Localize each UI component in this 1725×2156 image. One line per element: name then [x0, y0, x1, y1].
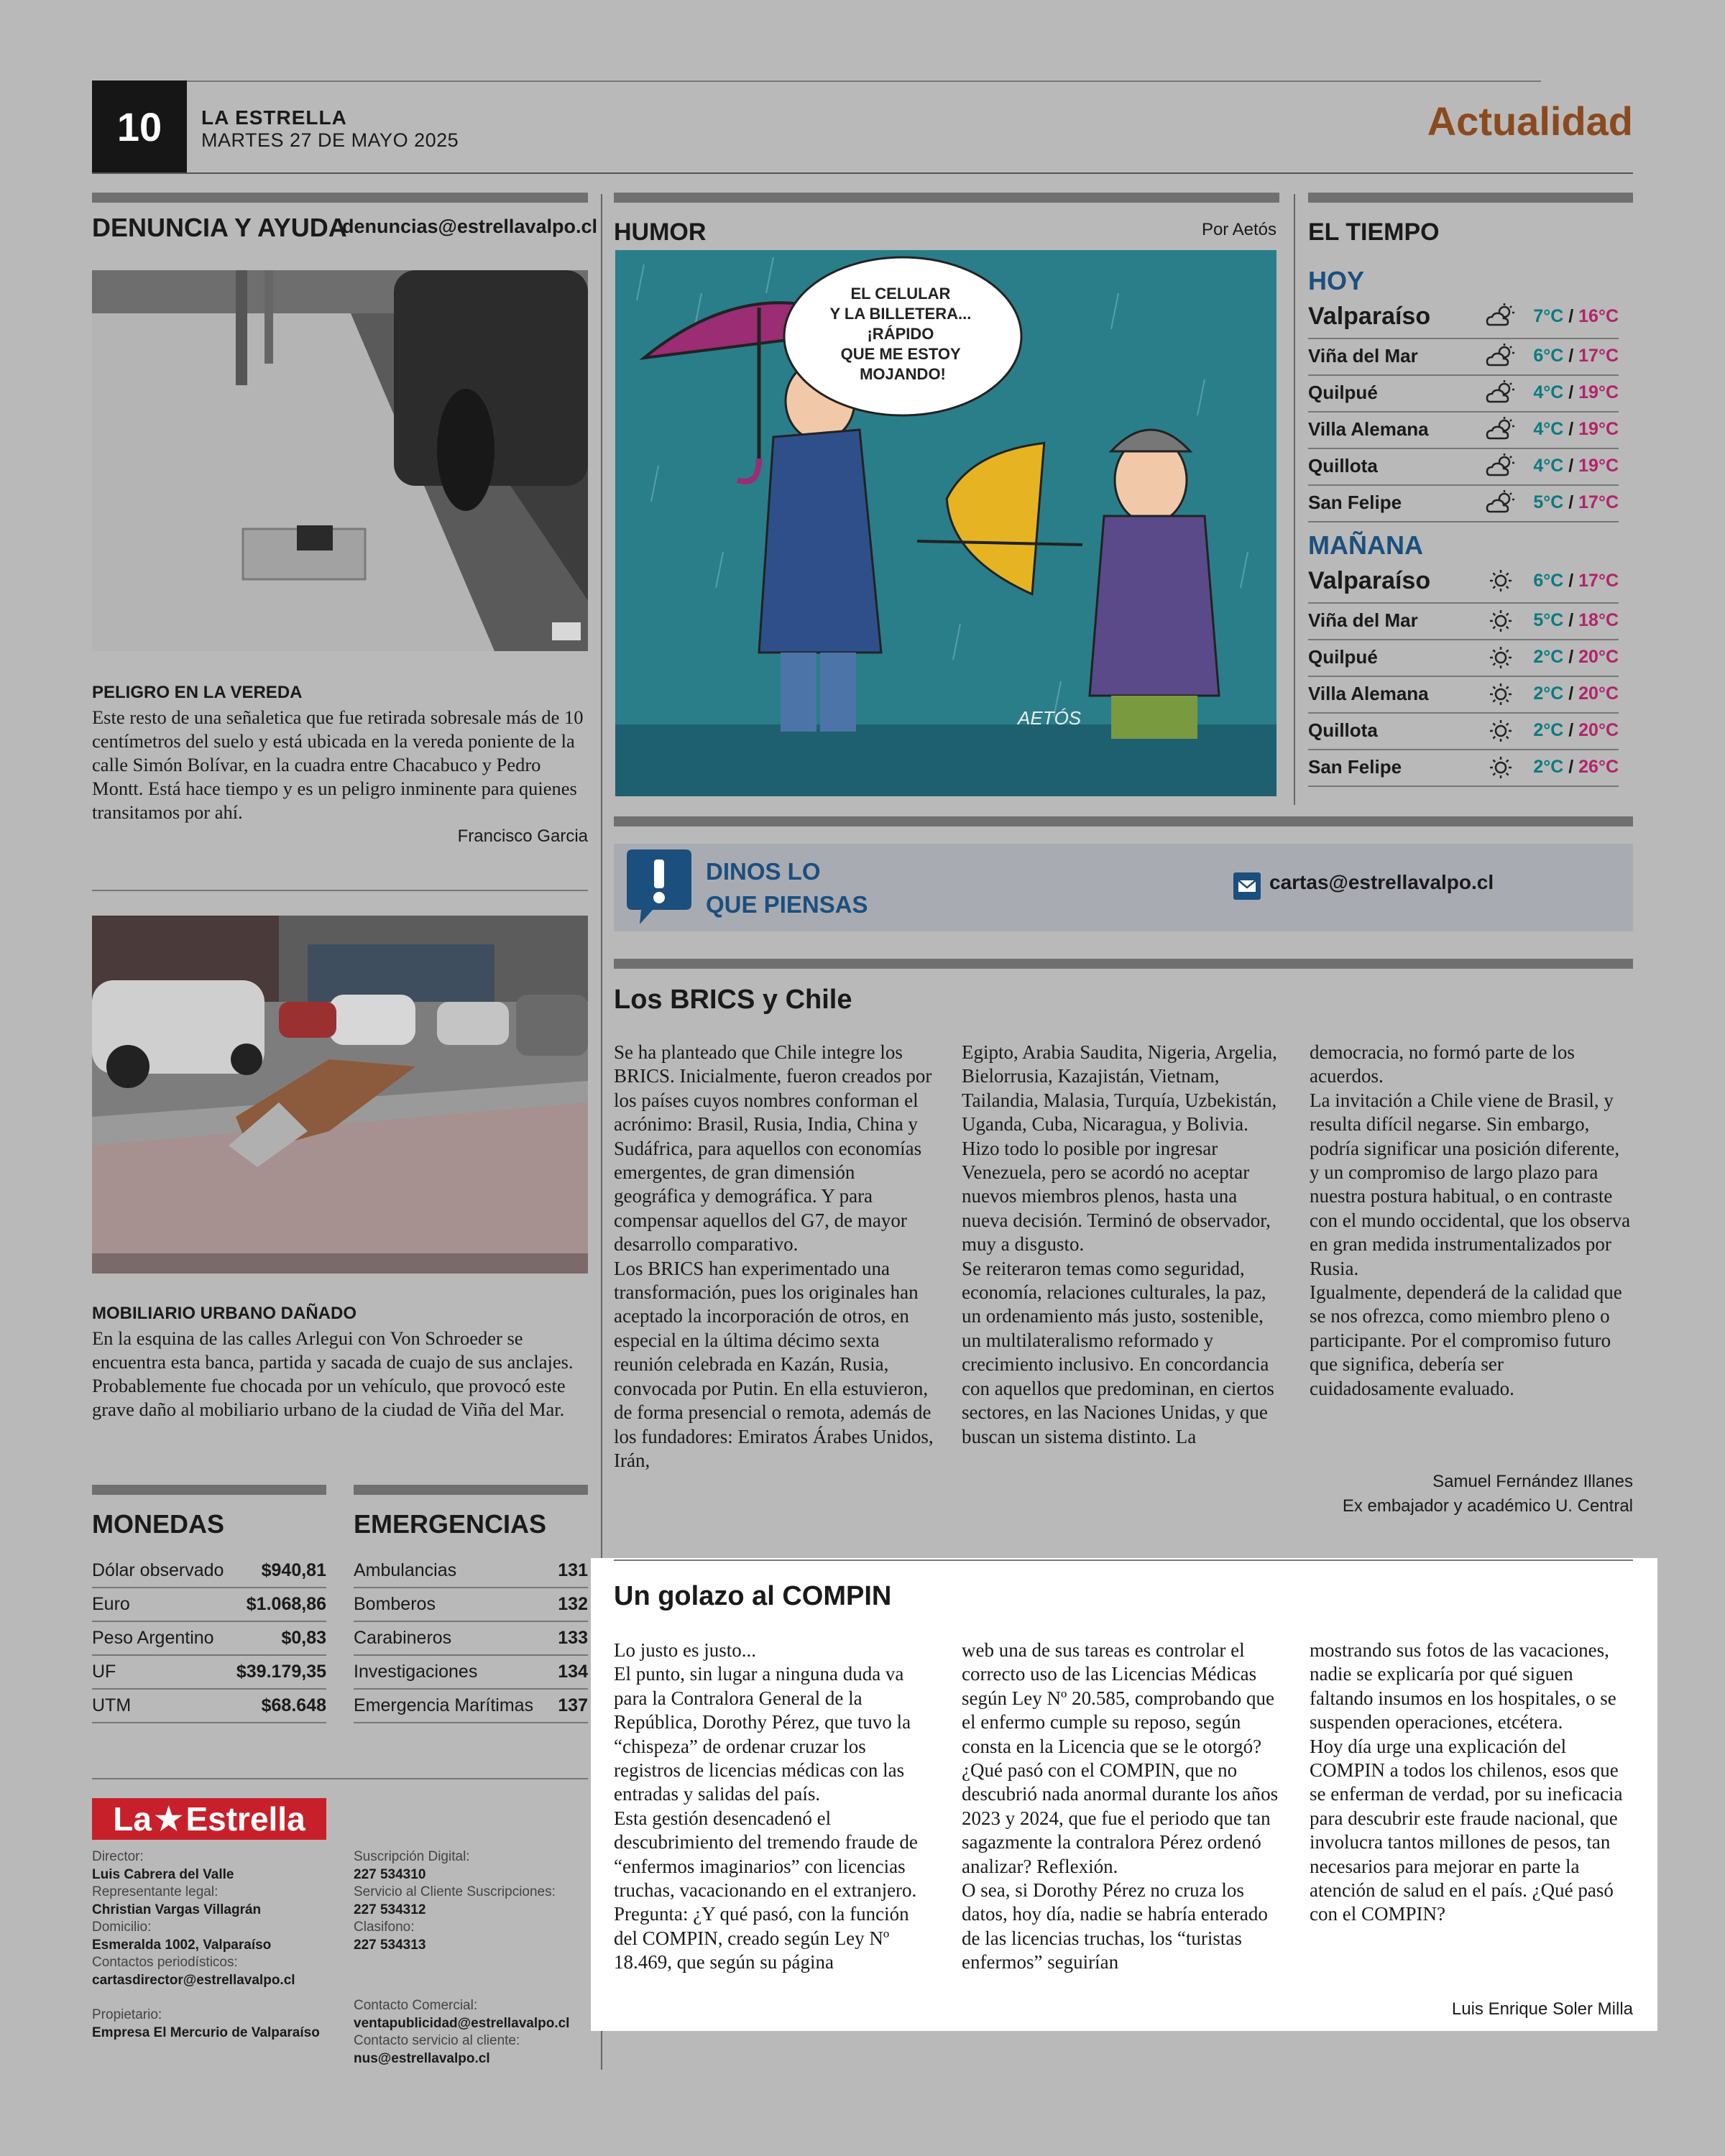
weather-temp: 2°C / 20°C	[1533, 720, 1619, 740]
staff-label: Contacto Comercial:	[354, 1998, 478, 2013]
paragraph: Pregunta: ¿Y qué pasó, con la función del COMPIN, creado según Ley Nº 18.469, que según su página	[614, 1903, 909, 1973]
weather-temp: 4°C / 19°C	[1533, 382, 1619, 402]
speech-line: ¡RÁPIDO	[867, 325, 934, 343]
divider	[92, 890, 588, 891]
sun-icon	[1481, 682, 1521, 706]
caption-heading: MOBILIARIO URBANO DAÑADO	[92, 1304, 356, 1323]
dinos-title	[706, 855, 868, 921]
monedas-title: MONEDAS	[92, 1509, 225, 1539]
weather-row	[1308, 411, 1619, 449]
speech-line: Y LA BILLETERA...	[829, 305, 972, 323]
paragraph: Los BRICS han experimentado una transformación, pues los originales han aceptado la incorporación de otros, en especial en la última décimo sexta reunión celebrada en Kazán, Rusia, convocada por Putin. En ella estuvieron, de forma presencial o remota, además de los fundadores: Emiratos Árabes Unidos, Irán,	[614, 1257, 934, 1471]
paragraph: Lo justo es justo...	[614, 1639, 757, 1661]
weather-max: 19°C	[1578, 456, 1619, 476]
paragraph: democracia, no formó parte de los acuerdos.	[1310, 1041, 1575, 1087]
weather-row	[1308, 448, 1619, 486]
weather-min: 7°C	[1533, 305, 1564, 326]
table-row	[92, 1554, 326, 1588]
logo-text-left: La	[113, 1800, 152, 1838]
paragraph: El punto, sin lugar a ninguna duda va para la Contralora General de la República, Dorothy Pérez, que tuvo la “chispeza” de ordenar cruzar los registros de licencias médicas con las entradas y salidas del país.	[614, 1663, 911, 1805]
weather-max: 20°C	[1578, 683, 1619, 704]
weather-min: 4°C	[1533, 382, 1564, 402]
brics-column-3	[1310, 1041, 1633, 1401]
row-value: 131	[558, 1560, 588, 1580]
dinos-email[interactable]: cartas@estrellavalpo.cl	[1269, 871, 1494, 893]
sidewalk-photo	[92, 270, 588, 651]
weather-max: 20°C	[1578, 720, 1619, 740]
weather-city: Viña del Mar	[1308, 609, 1418, 631]
weather-temp: 2°C / 20°C	[1533, 683, 1619, 704]
paper-date: MARTES 27 DE MAYO 2025	[201, 129, 459, 151]
partly-cloudy-icon	[1481, 417, 1521, 443]
compin-author: Luis Enrique Soler Milla	[1451, 1999, 1633, 2019]
staff-right	[354, 1848, 598, 2068]
weather-row	[1308, 374, 1619, 413]
weather-max: 17°C	[1578, 346, 1619, 366]
staff-label: Clasifono:	[354, 1920, 415, 1935]
row-value: 134	[558, 1661, 588, 1682]
row-label: Carabineros	[354, 1627, 452, 1648]
partly-cloudy-icon	[1481, 344, 1521, 369]
weather-max: 16°C	[1578, 305, 1619, 326]
weather-min: 4°C	[1533, 456, 1564, 476]
section-bar	[92, 193, 588, 203]
cartoon-image	[615, 250, 1276, 796]
weather-title: EL TIEMPO	[1308, 218, 1440, 246]
weather-temp: 5°C / 17°C	[1533, 492, 1619, 512]
weather-min: 5°C	[1533, 610, 1564, 630]
row-label: Euro	[92, 1593, 130, 1614]
table-row	[354, 1655, 588, 1690]
row-label: Peso Argentino	[92, 1627, 214, 1648]
section-bar	[1308, 193, 1633, 203]
alert-icon	[627, 849, 691, 926]
staff-label: Domicilio:	[92, 1920, 152, 1935]
weather-temp: 5°C / 18°C	[1533, 610, 1619, 630]
speech-line: EL CELULAR	[850, 285, 951, 303]
weather-max: 20°C	[1578, 647, 1619, 667]
weather-temp: 4°C / 19°C	[1533, 419, 1619, 439]
bench-photo	[92, 916, 588, 1273]
row-value: $0,83	[281, 1627, 326, 1648]
divider	[614, 1560, 1633, 1561]
weather-min: 2°C	[1533, 683, 1564, 704]
denuncia-title: DENUNCIA Y AYUDA	[92, 213, 347, 242]
weather-temp: 4°C / 19°C	[1533, 456, 1619, 476]
row-value: 132	[558, 1593, 588, 1614]
section-bar	[354, 1485, 588, 1495]
weather-city: Villa Alemana	[1308, 418, 1429, 440]
section-name: Actualidad	[1427, 98, 1633, 144]
section-bar	[614, 816, 1633, 826]
staff-value: 227 534313	[354, 1937, 426, 1953]
compin-column-2	[962, 1639, 1284, 1975]
compin-title: Un golazo al COMPIN	[614, 1581, 892, 1611]
page-number: 10	[92, 80, 187, 172]
weather-max: 18°C	[1578, 610, 1619, 630]
weather-max: 17°C	[1578, 570, 1619, 591]
staff-value[interactable]: ventapublicidad@estrellavalpo.cl	[354, 2015, 570, 2031]
divider	[92, 1778, 588, 1779]
row-value: $68.648	[261, 1695, 326, 1715]
row-value: $1.068,86	[246, 1593, 326, 1614]
staff-label: Representante legal:	[92, 1884, 218, 1899]
speech-line: QUE ME ESTOY	[840, 345, 961, 363]
weather-row	[1308, 484, 1619, 522]
weather-min: 6°C	[1533, 570, 1564, 591]
staff-value: Esmeralda 1002, Valparaíso	[92, 1937, 272, 1953]
partly-cloudy-icon	[1481, 490, 1521, 516]
weather-city: Villa Alemana	[1308, 683, 1429, 704]
compin-column-1	[614, 1639, 936, 1975]
row-label: Bomberos	[354, 1593, 436, 1614]
dinos-line-1: DINOS LO	[706, 858, 821, 885]
paragraph: Egipto, Arabia Saudita, Nigeria, Argelia, Bielorrusia, Kazajistán, Vietnam, Tailandia, Malasia, Turquía, Uzbekistán, Uganda, Cuba, Nicaragua, y Bolivia. Hizo todo lo posible por ingresar Venezuela, pero se acordó no aceptar nuevos miembros plenos, hasta una nueva decisión. Terminó de observador, muy a disgusto.	[962, 1041, 1277, 1256]
speech-line: MOJANDO!	[860, 365, 946, 383]
weather-tomorrow-label: MAÑANA	[1308, 530, 1423, 560]
partly-cloudy-icon	[1481, 453, 1521, 479]
table-row	[354, 1588, 588, 1622]
caption-body: En la esquina de las calles Arlegui con Von Schroeder se encuentra esta banca, partida y sacada de cuajo de sus anclajes. Probablemente fue chocada por un vehículo, que provocó este grave daño al mobiliario urbano de la ciudad de Viña del Mar.	[92, 1327, 574, 1420]
table-row	[92, 1689, 326, 1723]
staff-label: Contacto servicio al cliente:	[354, 2033, 520, 2048]
staff-value: Empresa El Mercurio de Valparaíso	[92, 2024, 320, 2040]
weather-today-label: HOY	[1308, 266, 1365, 295]
partly-cloudy-icon	[1481, 303, 1521, 329]
weather-city: Valparaíso	[1308, 302, 1431, 330]
table-row	[92, 1655, 326, 1690]
brics-author-role: Ex embajador y académico U. Central	[1342, 1496, 1633, 1516]
staff-label: Suscripción Digital:	[354, 1849, 470, 1864]
caption-body: Este resto de una señaletica que fue retirada sobresale más de 10 centímetros del suelo y está ubicada en la vereda poniente de la calle Simón Bolívar, en la cuadra entre Chacabuco y Pedro Montt. Está hace tiempo y es un peligro inminente para quienes transitamos por ahí.	[92, 706, 584, 823]
weather-temp: 6°C / 17°C	[1533, 346, 1619, 366]
paragraph: Se ha planteado que Chile integre los BRICS. Inicialmente, fueron creados por los países cuyos nombres conforman el acrónimo: Brasil, Rusia, India, China y Sudáfrica, para aquellos con economías emergentes, de gran dimensión geográfica y demográfica. Y para compensar aquellos del G7, de mayor desarrollo comparativo.	[614, 1041, 932, 1256]
weather-min: 6°C	[1533, 346, 1564, 366]
weather-row	[1308, 749, 1619, 787]
caption-credit: Francisco Garcia	[457, 826, 588, 846]
la-estrella-logo	[92, 1798, 326, 1840]
table-row	[354, 1621, 588, 1656]
weather-city: Valparaíso	[1308, 566, 1431, 594]
caption-heading: PELIGRO EN LA VEREDA	[92, 683, 303, 702]
row-value: $940,81	[261, 1560, 326, 1580]
denuncia-email[interactable]: denuncias@estrellavalpo.cl	[342, 216, 597, 237]
table-row	[92, 1588, 326, 1622]
paper-name: LA ESTRELLA	[201, 106, 347, 129]
staff-value[interactable]: cartasdirector@estrellavalpo.cl	[92, 1972, 295, 1988]
table-row	[92, 1621, 326, 1656]
table-row	[354, 1554, 588, 1588]
staff-label: Servicio al Cliente Suscripciones:	[354, 1884, 556, 1899]
cartoon-signature: AETÓS	[1018, 707, 1082, 729]
row-value: 133	[558, 1627, 588, 1648]
row-label: Investigaciones	[354, 1661, 478, 1682]
staff-value[interactable]: nus@estrellavalpo.cl	[354, 2050, 490, 2066]
humor-cartoon	[615, 250, 1276, 796]
paragraph: Igualmente, dependerá de la calidad que se nos ofrezca, como miembro pleno o participante. Por el compromiso futuro que significa, debería ser cuidadosamente evaluado.	[1310, 1281, 1622, 1399]
paragraph: mostrando sus fotos de las vacaciones, nadie se explicaría por qué siguen faltando insumos en los hospitales, o se suspenden operaciones, etcétera.	[1310, 1639, 1616, 1733]
sidewalk-image	[92, 270, 588, 651]
column-divider	[1294, 194, 1295, 805]
row-label: Dólar observado	[92, 1560, 224, 1580]
paragraph: ¿Qué pasó con el COMPIN, que no descubrió nada anormal durante los años 2023 y 2024, que fue el periodo que tan sagazmente la contralora Pérez ordenó analizar? Reflexión.	[962, 1759, 1279, 1877]
brics-column-1	[614, 1041, 936, 1473]
sun-icon	[1481, 568, 1521, 593]
staff-value: 227 534310	[354, 1866, 426, 1882]
logo-text-right: Estrella	[185, 1800, 305, 1838]
weather-row	[1308, 338, 1619, 376]
section-bar	[614, 959, 1633, 969]
header-rule	[92, 172, 1633, 174]
section-bar	[614, 193, 1279, 203]
paragraph: web una de sus tareas es controlar el correcto uso de las Licencias Médicas según Ley Nº 20.585, comprobando que el enfermo cumple su reposo, según consta en la Licencia que se le otorgó?	[962, 1639, 1275, 1757]
humor-title: HUMOR	[614, 218, 707, 246]
brics-title: Los BRICS y Chile	[614, 985, 852, 1015]
staff-label: Propietario:	[92, 2007, 162, 2022]
paragraph: Se reiteraron temas como seguridad, economía, relaciones culturales, la paz, un ordenamiento más justo, sostenible, un multilateralismo reformado y crecimiento inclusivo. En concordancia con aquellos que predominan, en ciertos sectores, en las Naciones Unidas, y que buscan un sistema distinto. La	[962, 1257, 1274, 1447]
weather-city: Quillota	[1308, 455, 1378, 476]
weather-max: 19°C	[1578, 382, 1619, 402]
staff-left	[92, 1848, 336, 2042]
mail-icon	[1233, 872, 1261, 900]
weather-row	[1308, 712, 1619, 750]
row-label: Emergencia Marítimas	[354, 1695, 534, 1715]
staff-value: Christian Vargas Villagrán	[92, 1902, 262, 1917]
weather-city: San Felipe	[1308, 756, 1402, 778]
weather-city: Quillota	[1308, 719, 1378, 741]
row-label: UF	[92, 1661, 116, 1682]
weather-city: Quilpué	[1308, 646, 1378, 668]
weather-row	[1308, 602, 1619, 640]
table-row	[354, 1689, 588, 1723]
sun-icon	[1481, 609, 1521, 633]
row-value: 137	[558, 1695, 588, 1715]
weather-city: San Felipe	[1308, 492, 1402, 513]
row-value: $39.179,35	[236, 1661, 326, 1682]
row-label: UTM	[92, 1695, 132, 1715]
weather-max: 17°C	[1578, 492, 1619, 512]
paragraph: La invitación a Chile viene de Brasil, y resulta difícil negarse. Sin embargo, podría significar una posición diferente, y un compromiso de largo plazo para nuestra postura habitual, o en contraste con el mundo occidental, que los observa en gran medida instrumentalizados por Rusia.	[1310, 1089, 1631, 1279]
staff-value: Luis Cabrera del Valle	[92, 1866, 234, 1882]
sun-icon	[1481, 719, 1521, 743]
weather-row	[1308, 639, 1619, 677]
weather-temp: 6°C / 17°C	[1533, 570, 1619, 591]
weather-temp: 2°C / 20°C	[1533, 647, 1619, 667]
compin-column-3	[1310, 1639, 1633, 1927]
sun-icon	[1481, 645, 1521, 670]
humor-credit: Por Aetós	[1201, 220, 1276, 239]
star-icon: ★	[155, 1801, 183, 1837]
paragraph: O sea, si Dorothy Pérez no cruza los datos, hoy día, nadie se habría enterado de las licencias truchas, los “turistas enfermos” seguirían	[962, 1879, 1268, 1973]
weather-min: 5°C	[1533, 492, 1564, 512]
paragraph: Hoy día urge una explicación del COMPIN a todos los chilenos, esos que se enferman de verdad, por su ineficacia para descubrir este fraude nacional, que involucra tantos millones de pesos, tan necesarios para mejorar en parte la atención de salud en el país. ¿Qué pasó con el COMPIN?	[1310, 1735, 1623, 1925]
weather-min: 2°C	[1533, 720, 1564, 740]
paragraph: Esta gestión desencadenó el descubrimiento del tremendo fraude de “enfermos imaginarios” con licencias truchas, vacacionando en el extranjero.	[614, 1807, 918, 1902]
weather-max: 19°C	[1578, 419, 1619, 439]
weather-max: 26°C	[1578, 757, 1619, 777]
weather-row	[1308, 295, 1619, 339]
weather-min: 4°C	[1533, 419, 1564, 439]
section-bar	[92, 1485, 326, 1495]
bench-image	[92, 916, 588, 1273]
weather-row	[1308, 559, 1619, 604]
staff-value: 227 534312	[354, 1902, 426, 1917]
partly-cloudy-icon	[1481, 380, 1521, 406]
top-rule	[187, 80, 1541, 82]
weather-temp: 2°C / 26°C	[1533, 757, 1619, 777]
brics-column-2	[962, 1041, 1284, 1449]
weather-city: Quilpué	[1308, 382, 1378, 403]
weather-row	[1308, 676, 1619, 714]
weather-city: Viña del Mar	[1308, 345, 1418, 367]
weather-min: 2°C	[1533, 757, 1564, 777]
weather-min: 2°C	[1533, 647, 1564, 667]
brics-author: Samuel Fernández Illanes	[1432, 1472, 1633, 1491]
staff-label: Contactos periodísticos:	[92, 1955, 238, 1970]
emergencias-title: EMERGENCIAS	[354, 1509, 547, 1539]
weather-temp: 7°C / 16°C	[1533, 305, 1619, 326]
dinos-line-2: QUE PIENSAS	[706, 891, 868, 918]
row-label: Ambulancias	[354, 1560, 457, 1580]
sun-icon	[1481, 755, 1521, 780]
staff-label: Director:	[92, 1849, 144, 1864]
